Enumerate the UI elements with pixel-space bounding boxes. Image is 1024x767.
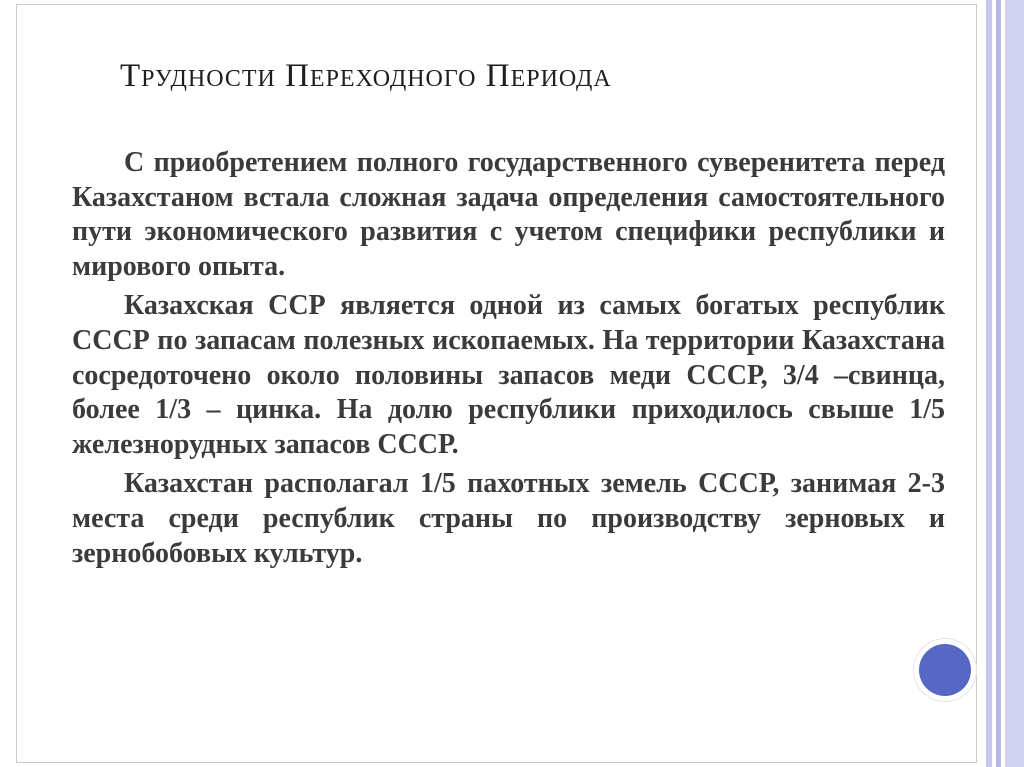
decorative-stripes — [980, 0, 1024, 767]
slide-body — [72, 146, 945, 576]
decorative-circle-fill — [919, 644, 971, 696]
slide-title: ТРУДНОСТИ ПЕРЕХОДНОГО ПЕРИОДА — [120, 58, 612, 94]
paragraph-2: Казахская ССР является одной из самых богатых республик СССР по запасам полезных ископаемых. На территории Казахстана сосредоточено около половины запасов меди СССР, 3/4 –свинца, более 1/3 – цинка. На долю республики приходилось свыше 1/5 железнорудных запасов СССР. — [72, 290, 945, 460]
decorative-circle — [914, 639, 976, 701]
paragraph-1: С приобретением полного государственного суверенитета перед Казахстаном встала сложная задача определения самостоятельного пути экономического развития с учетом специфики республики и мирового опыта. — [72, 147, 945, 282]
paragraph-3: Казахстан располагал 1/5 пахотных земель СССР, занимая 2-3 места среди республик страны по производству зерновых и зернобобовых культур. — [72, 468, 945, 569]
